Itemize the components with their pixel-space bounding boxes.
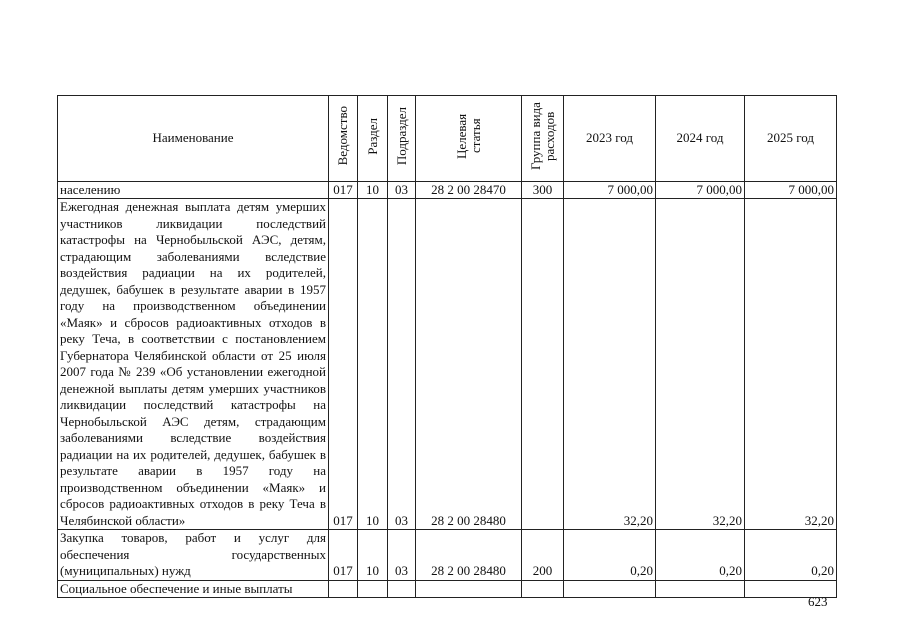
page-number: 623 [808,594,828,609]
header-2024: 2024 год [656,96,745,182]
row-2023 [564,580,656,598]
row-razdel [358,580,388,598]
header-2025: 2025 год [745,96,837,182]
row-razdel: 10 [358,530,388,581]
row-statya: 28 2 00 28480 [416,530,522,581]
row-vedomstvo: 017 [329,181,358,199]
row-name: населению [58,181,329,199]
row-name: Ежегодная денежная выплата детям умерших участников ликвидации последствий катастрофы на Чернобыльской АЭС, детям, страдающим заболеваниями вследствие воздействия радиации на их родителей, дедушек, бабушек в результате аварии в 1957 году на производственном объединении «Маяк» и сбросов радиоактивных отходов в реку Теча, в соответствии с постановлением Губернатора Челябинской области от 25 июля 2007 года № 239 «Об установлении ежегодной денежной выплаты детям умерших участников ликвидации последствий катастрофы на Чернобыльской АЭС детям, страдающим заболеваниями вследствие воздействия радиации на их родителей, дедушек, бабушек в результате аварии в 1957 году на производственном объединении «Маяк» и сбросов радиоактивных отходов в реку Теча в Челябинской области» [58,199,329,530]
table-row [58,181,837,199]
row-name: Закупка товаров, работ и услуг для обеспечения государственных (муниципальных) нужд [58,530,329,581]
row-podrazdel [388,580,416,598]
row-2025: 7 000,00 [745,181,837,199]
row-statya: 28 2 00 28480 [416,199,522,530]
row-2023: 7 000,00 [564,181,656,199]
table-row [58,580,837,598]
header-name: Наименование [58,96,329,182]
table-row [58,199,837,530]
header-2023: 2023 год [564,96,656,182]
row-gruppa: 300 [522,181,564,199]
row-razdel: 10 [358,199,388,530]
row-2023: 32,20 [564,199,656,530]
row-razdel: 10 [358,181,388,199]
row-2024: 0,20 [656,530,745,581]
row-vedomstvo: 017 [329,530,358,581]
header-vedomstvo: Ведомство [329,96,358,182]
row-2024 [656,580,745,598]
row-vedomstvo [329,580,358,598]
table-row [58,530,837,581]
header-statya: Целевая статья [416,96,522,182]
row-statya [416,580,522,598]
row-2023: 0,20 [564,530,656,581]
row-gruppa [522,199,564,530]
row-podrazdel: 03 [388,181,416,199]
header-podrazdel: Подраздел [388,96,416,182]
row-2025: 32,20 [745,199,837,530]
header-gruppa: Группа вида расходов [522,96,564,182]
row-name: Социальное обеспечение и иные выплаты [58,580,329,598]
row-gruppa: 200 [522,530,564,581]
row-statya: 28 2 00 28470 [416,181,522,199]
row-podrazdel: 03 [388,199,416,530]
budget-table [57,95,837,598]
row-vedomstvo: 017 [329,199,358,530]
row-gruppa [522,580,564,598]
row-2025: 0,20 [745,530,837,581]
row-2024: 7 000,00 [656,181,745,199]
header-row [58,96,837,182]
row-2024: 32,20 [656,199,745,530]
header-razdel: Раздел [358,96,388,182]
row-podrazdel: 03 [388,530,416,581]
